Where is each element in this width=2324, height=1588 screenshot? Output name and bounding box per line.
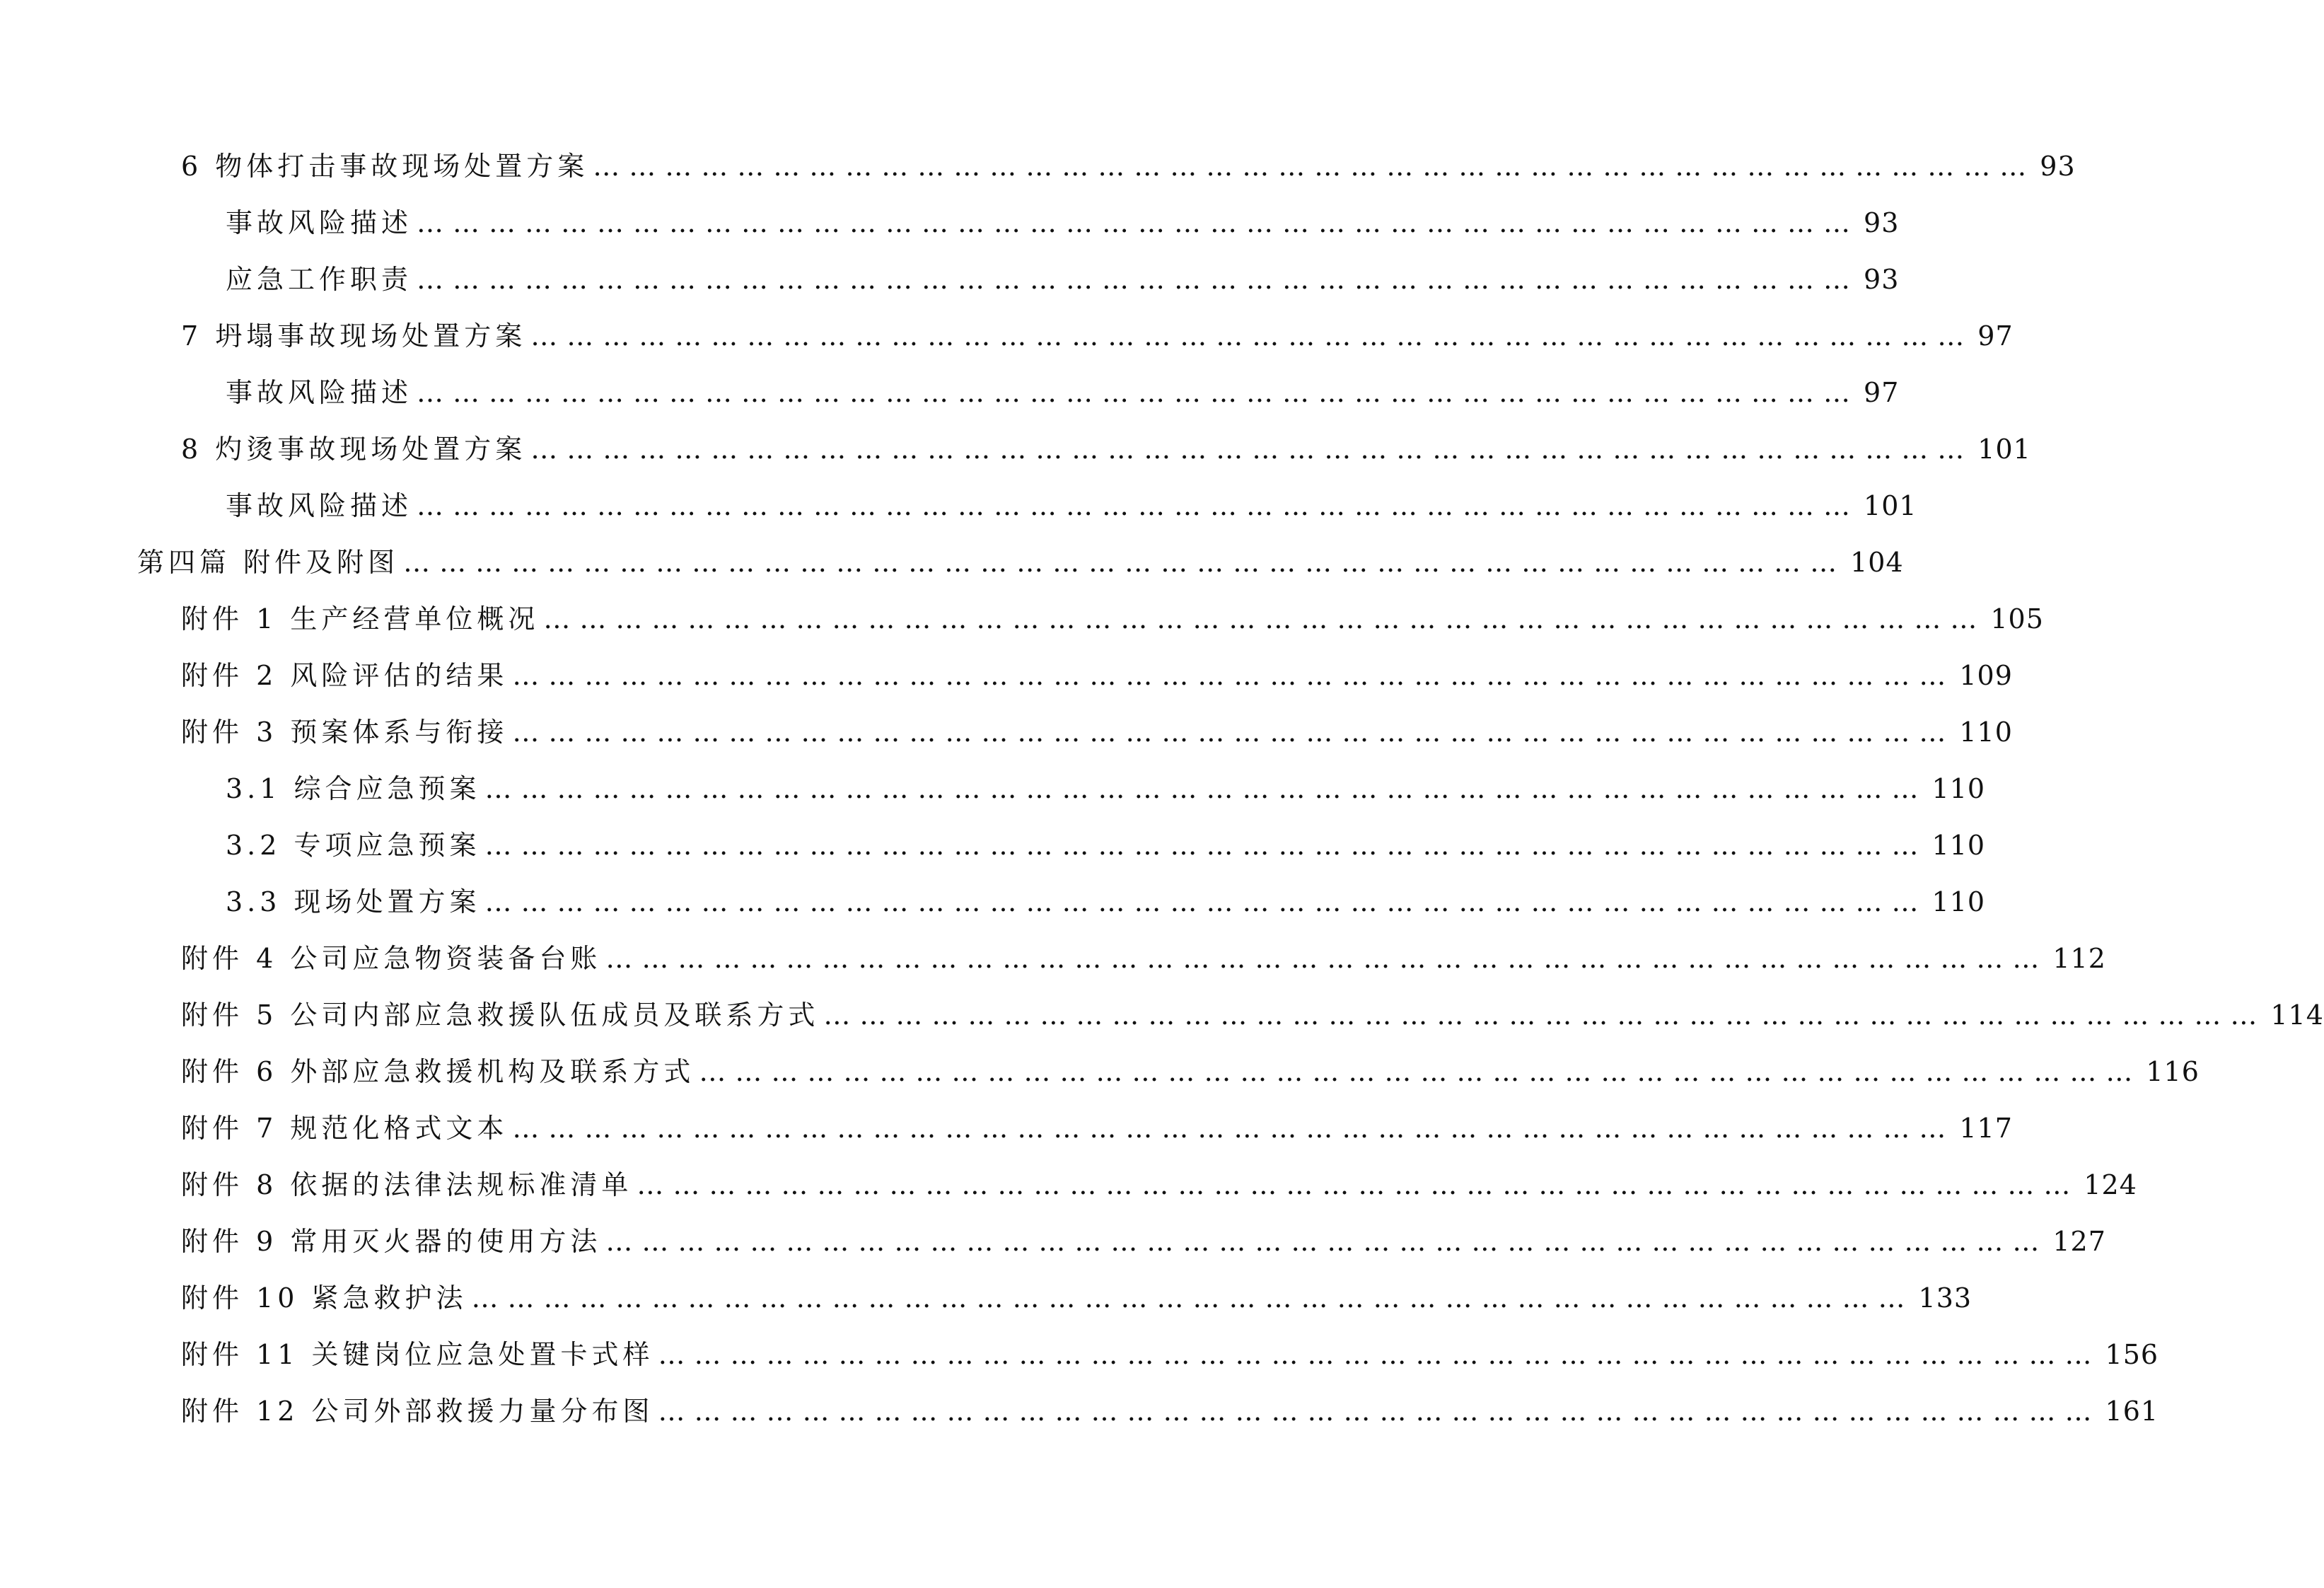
dot-leader: ………………………………………………………………………………………………………… [512, 660, 1956, 691]
toc-entry[interactable] [181, 1100, 2013, 1157]
dot-leader: ………………………………………………………………………………………………………… [530, 434, 1974, 465]
toc-entry[interactable] [181, 647, 2013, 704]
toc-entry-title: 附件 1 生产经营单位概况 [181, 603, 540, 634]
toc-entry-page: 104 [1850, 547, 1904, 578]
dot-leader: ………………………………………………………………………………………………………… [512, 1113, 1956, 1144]
toc-entry-page: 93 [1864, 264, 1900, 295]
toc-entry-page: 109 [1959, 660, 2013, 691]
toc-entry-title: 附件 7 规范化格式文本 [181, 1113, 509, 1144]
toc-entry[interactable] [226, 477, 1917, 534]
toc-entry-title: 附件 4 公司应急物资装备台账 [181, 943, 602, 974]
toc-entry-page: 110 [1959, 717, 2013, 748]
toc-entry-title: 附件 2 风险评估的结果 [181, 660, 509, 691]
toc-entry-page: 93 [1864, 207, 1900, 238]
toc-entry-title: 事故风险描述 [226, 377, 413, 408]
toc-entry-title: 3.1 综合应急预案 [226, 773, 481, 804]
toc-entry-page: 110 [1931, 886, 1986, 917]
toc-entry[interactable] [181, 308, 2014, 364]
toc-entry-title: 事故风险描述 [226, 207, 413, 238]
toc-entry-page: 124 [2084, 1169, 2137, 1200]
toc-entry[interactable] [181, 930, 2106, 987]
toc-entry-title: 6 物体打击事故现场处置方案 [181, 151, 589, 182]
toc-entry[interactable] [181, 987, 2324, 1043]
dot-leader: ………………………………………………………………………………………………………… [484, 773, 1928, 804]
toc-entry[interactable] [181, 1270, 1973, 1326]
toc-entry-title: 附件 3 预案体系与衔接 [181, 717, 509, 748]
toc-entry[interactable] [226, 817, 1986, 874]
toc-entry-page: 110 [1931, 830, 1986, 861]
toc-entry-page: 114 [2270, 999, 2324, 1031]
toc-entry-page: 116 [2146, 1056, 2200, 1087]
toc-entry-title: 附件 9 常用灭火器的使用方法 [181, 1226, 602, 1257]
toc-entry-title: 附件 8 依据的法律法规标准清单 [181, 1169, 633, 1200]
toc-entry[interactable] [181, 1213, 2106, 1270]
dot-leader: ………………………………………………………………………………………………………… [637, 1169, 2080, 1200]
toc-entry-title: 第四篇 附件及附图 [137, 547, 400, 578]
dot-leader: ………………………………………………………………………………………………………… [658, 1396, 2101, 1427]
toc-entry-page: 161 [2105, 1396, 2159, 1427]
toc-entry-title: 附件 5 公司内部应急救援队伍成员及联系方式 [181, 999, 820, 1031]
toc-entry[interactable] [226, 760, 1986, 817]
dot-leader: ………………………………………………………………………………………………………… [471, 1282, 1915, 1314]
toc-entry-title: 7 坍塌事故现场处置方案 [181, 320, 527, 352]
dot-leader: ………………………………………………………………………………………………………… [823, 999, 2267, 1031]
toc-entry-title: 附件 10 紧急救护法 [181, 1282, 467, 1314]
dot-leader: ………………………………………………………………………………………………………… [484, 886, 1928, 917]
dot-leader: ………………………………………………………………………………………………………… [403, 547, 1847, 578]
toc-entry-title: 事故风险描述 [226, 490, 413, 521]
toc-entry-page: 97 [1977, 320, 2014, 352]
dot-leader: ………………………………………………………………………………………………………… [417, 377, 1860, 408]
toc-entry[interactable] [226, 874, 1986, 930]
toc-entry[interactable] [181, 1326, 2159, 1383]
dot-leader: ………………………………………………………………………………………………………… [530, 320, 1974, 352]
dot-leader: ………………………………………………………………………………………………………… [605, 943, 2049, 974]
toc-entry[interactable] [181, 1043, 2200, 1100]
toc-entry-title: 附件 6 外部应急救援机构及联系方式 [181, 1056, 695, 1087]
toc-entry[interactable] [226, 251, 1900, 308]
toc-entry-page: 133 [1918, 1282, 1973, 1314]
dot-leader: ………………………………………………………………………………………………………… [484, 830, 1928, 861]
toc-entry-page: 93 [2040, 151, 2076, 182]
toc-entry-title: 附件 11 关键岗位应急处置卡式样 [181, 1339, 654, 1370]
dot-leader: ………………………………………………………………………………………………………… [417, 207, 1860, 238]
toc-entry-page: 105 [1990, 603, 2044, 634]
toc-entry[interactable] [181, 704, 2013, 760]
toc-entry-title: 附件 12 公司外部救援力量分布图 [181, 1396, 654, 1427]
toc-entry-title: 3.2 专项应急预案 [226, 830, 481, 861]
dot-leader: ………………………………………………………………………………………………………… [593, 151, 2036, 182]
toc-entry[interactable] [181, 138, 2076, 195]
dot-leader: ………………………………………………………………………………………………………… [417, 490, 1860, 521]
dot-leader: ………………………………………………………………………………………………………… [605, 1226, 2049, 1257]
toc-entry-page: 97 [1864, 377, 1900, 408]
dot-leader: ………………………………………………………………………………………………………… [417, 264, 1860, 295]
toc-entry-page: 117 [1959, 1113, 2013, 1144]
toc-entry-page: 101 [1977, 434, 2031, 465]
toc-entry[interactable] [181, 421, 2031, 477]
toc-entry[interactable] [181, 591, 2044, 647]
dot-leader: ………………………………………………………………………………………………………… [543, 603, 1987, 634]
toc-entry[interactable] [226, 364, 1900, 421]
toc-entry-page: 156 [2105, 1339, 2159, 1370]
toc-entry-title: 应急工作职责 [226, 264, 413, 295]
toc-entry-page: 110 [1931, 773, 1986, 804]
toc-entry[interactable] [137, 534, 1904, 591]
toc-entry-title: 8 灼烫事故现场处置方案 [181, 434, 527, 465]
toc-entry-title: 3.3 现场处置方案 [226, 886, 481, 917]
toc-entry[interactable] [181, 1157, 2137, 1213]
dot-leader: ………………………………………………………………………………………………………… [699, 1056, 2142, 1087]
toc-entry[interactable] [181, 1383, 2159, 1439]
dot-leader: ………………………………………………………………………………………………………… [658, 1339, 2101, 1370]
toc-entry-page: 127 [2052, 1226, 2106, 1257]
toc-entry[interactable] [226, 195, 1900, 251]
toc-entry-page: 112 [2052, 943, 2106, 974]
toc-entry-page: 101 [1864, 490, 1917, 521]
dot-leader: ………………………………………………………………………………………………………… [512, 717, 1956, 748]
